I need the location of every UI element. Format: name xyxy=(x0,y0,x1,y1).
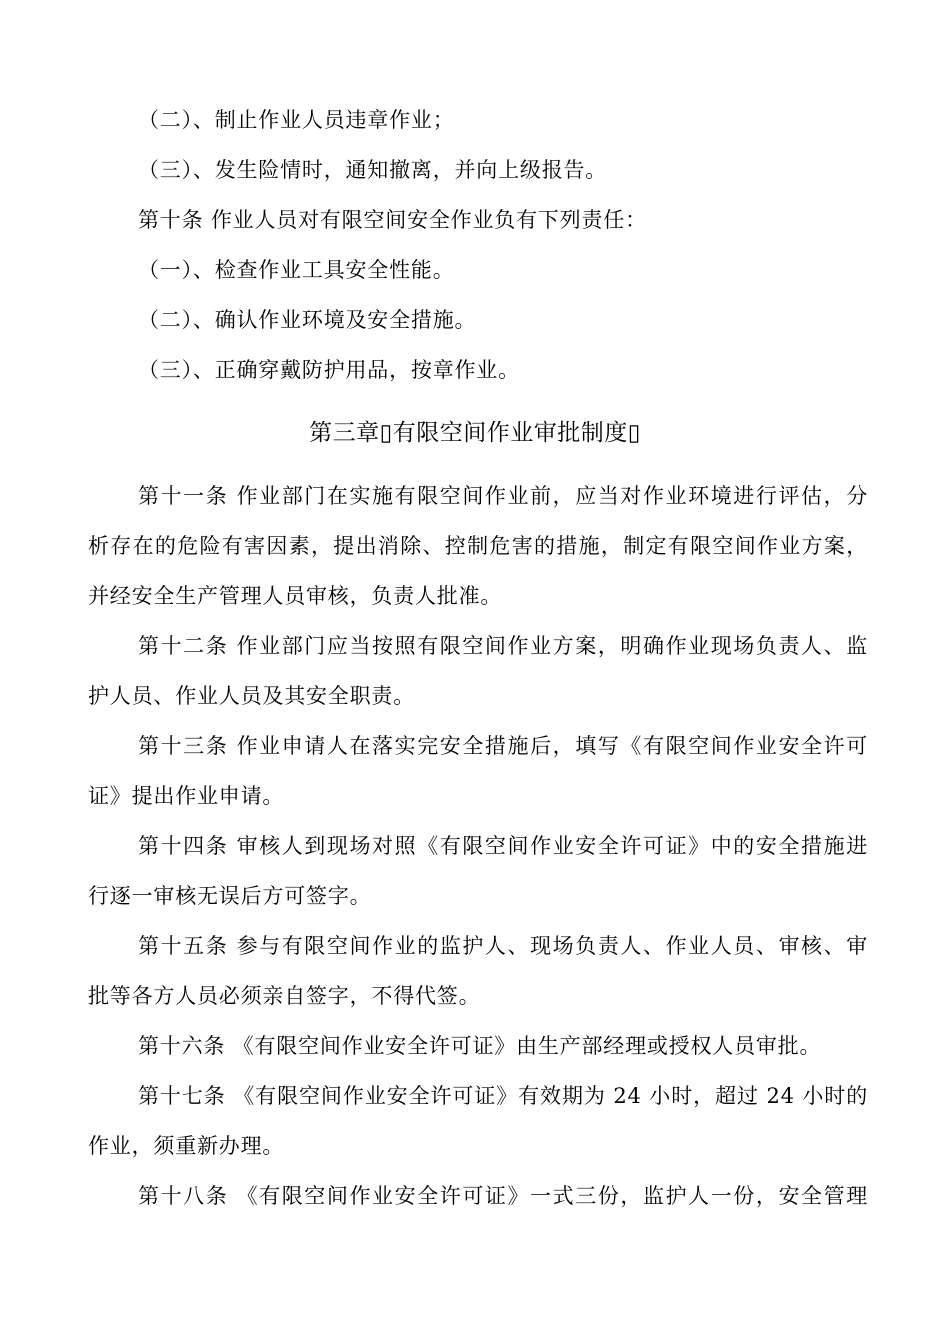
article-10-heading: 第十条 作业人员对有限空间安全作业负有下列责任： xyxy=(138,208,647,232)
worker-duty-item-1: （一）、检查作业工具安全性能。 xyxy=(138,258,455,282)
article-14-line-1: 第十四条 审核人到现场对照《有限空间作业安全许可证》中的安全措施进 xyxy=(138,834,868,858)
worker-duty-item-2: （二）、确认作业环境及安全措施。 xyxy=(138,308,477,332)
article-11-line-3: 并经安全生产管理人员审核，负责人批准。 xyxy=(88,584,503,608)
article-14-line-2: 行逐一审核无误后方可签字。 xyxy=(88,884,372,908)
article-17-line-2: 作业，须重新办理。 xyxy=(88,1134,285,1158)
duty-item-2-stop-violation: （二）、制止作业人员违章作业； xyxy=(138,108,455,132)
article-15-line-1: 第十五条 参与有限空间作业的监护人、现场负责人、作业人员、审核、审 xyxy=(138,934,868,958)
article-13-line-2: 证》提出作业申请。 xyxy=(88,784,285,808)
article-13-line-1: 第十三条 作业申请人在落实完安全措施后，填写《有限空间作业安全许可 xyxy=(138,734,868,758)
article-11-line-2: 析存在的危险有害因素，提出消除、控制危害的措施，制定有限空间作业方案， xyxy=(88,534,868,558)
worker-duty-item-3: （三）、正确穿戴防护用品，按章作业。 xyxy=(138,358,520,382)
article-16-line-1: 第十六条 《有限空间作业安全许可证》由生产部经理或授权人员审批。 xyxy=(138,1034,822,1058)
article-17-line-1: 第十七条 《有限空间作业安全许可证》有效期为 24 小时，超过 24 小时的 xyxy=(138,1084,868,1108)
duty-item-3-evacuate-report: （三）、发生险情时，通知撤离，并向上级报告。 xyxy=(138,158,608,182)
article-15-line-2: 批等各方人员必须亲自签字，不得代签。 xyxy=(88,984,481,1008)
article-11-line-1: 第十一条 作业部门在实施有限空间作业前，应当对作业环境进行评估，分 xyxy=(138,484,868,508)
article-18-line-1: 第十八条 《有限空间作业安全许可证》一式三份，监护人一份，安全管理 xyxy=(138,1184,868,1208)
chapter-3-title: 第三章▯有限空间作业审批制度▯ xyxy=(309,420,641,446)
article-12-line-1: 第十二条 作业部门应当按照有限空间作业方案，明确作业现场负责人、监 xyxy=(138,634,868,658)
article-12-line-2: 护人员、作业人员及其安全职责。 xyxy=(88,684,415,708)
